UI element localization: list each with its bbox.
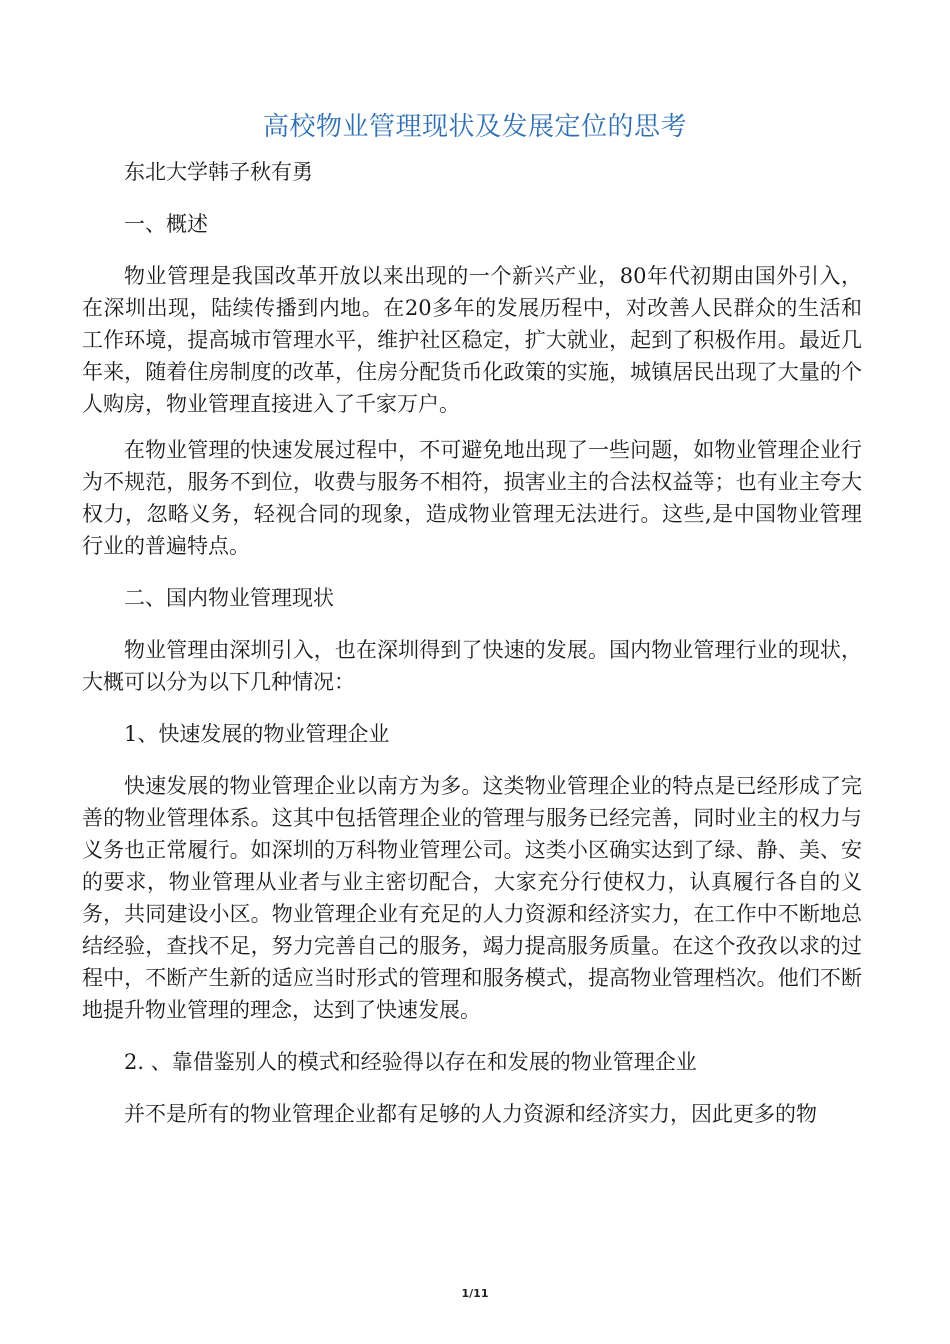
subsection-heading-borrowed-models: 2. 、靠借鉴别人的模式和经验得以存在和发展的物业管理企业	[124, 1050, 697, 1074]
section-heading-domestic-status: 二、国内物业管理现状	[124, 586, 334, 610]
section-heading-overview: 一、概述	[124, 212, 208, 236]
paragraph: 物业管理是我国改革开放以来出现的一个新兴产业，80年代初期由国外引入，在深圳出现，陆续传播到内地。在20多年的发展历程中，对改善人民群众的生活和工作环境，提高城市管理水平，维护社区稳定，扩大就业，起到了积极作用。最近几年来，随着住房制度的改革，住房分配货币化政策的实施，城镇居民出现了大量的个人购房，物业管理直接进入了千家万户。	[82, 264, 862, 416]
document-title: 高校物业管理现状及发展定位的思考	[262, 112, 687, 142]
paragraph: 快速发展的物业管理企业以南方为多。这类物业管理企业的特点是已经形成了完善的物业管理体系。这其中包括管理企业的管理与服务已经完善，同时业主的权力与义务也正常履行。如深圳的万科物业管理公司。这类小区确实达到了绿、静、美、安的要求，物业管理从业者与业主密切配合，大家充分行使权力，认真履行各自的义务，共同建设小区。物业管理企业有充足的人力资源和经济实力，在工作中不断地总结经验，查找不足，努力完善自己的服务，竭力提高服务质量。在这个孜孜以求的过程中，不断产生新的适应当时形式的管理和服务模式，提高物业管理档次。他们不断地提升物业管理的理念，达到了快速发展。	[82, 774, 862, 1022]
author-line: 东北大学韩子秋有勇	[124, 160, 313, 184]
paragraph: 在物业管理的快速发展过程中，不可避免地出现了一些问题，如物业管理企业行为不规范，服务不到位，收费与服务不相符，损害业主的合法权益等；也有业主夸大权力，忽略义务，轻视合同的现象，造成物业管理无法进行。这些,是中国物业管理行业的普遍特点。	[82, 438, 862, 558]
paragraph: 物业管理由深圳引入，也在深圳得到了快速的发展。国内物业管理行业的现状，大概可以分为以下几种情况：	[82, 638, 862, 694]
subsection-heading-fast-growth: 1、快速发展的物业管理企业	[124, 722, 390, 746]
document-body	[82, 156, 862, 1144]
page-number: 1/11	[461, 1287, 489, 1300]
paragraph: 并不是所有的物业管理企业都有足够的人力资源和经济实力，因此更多的物	[124, 1102, 817, 1126]
